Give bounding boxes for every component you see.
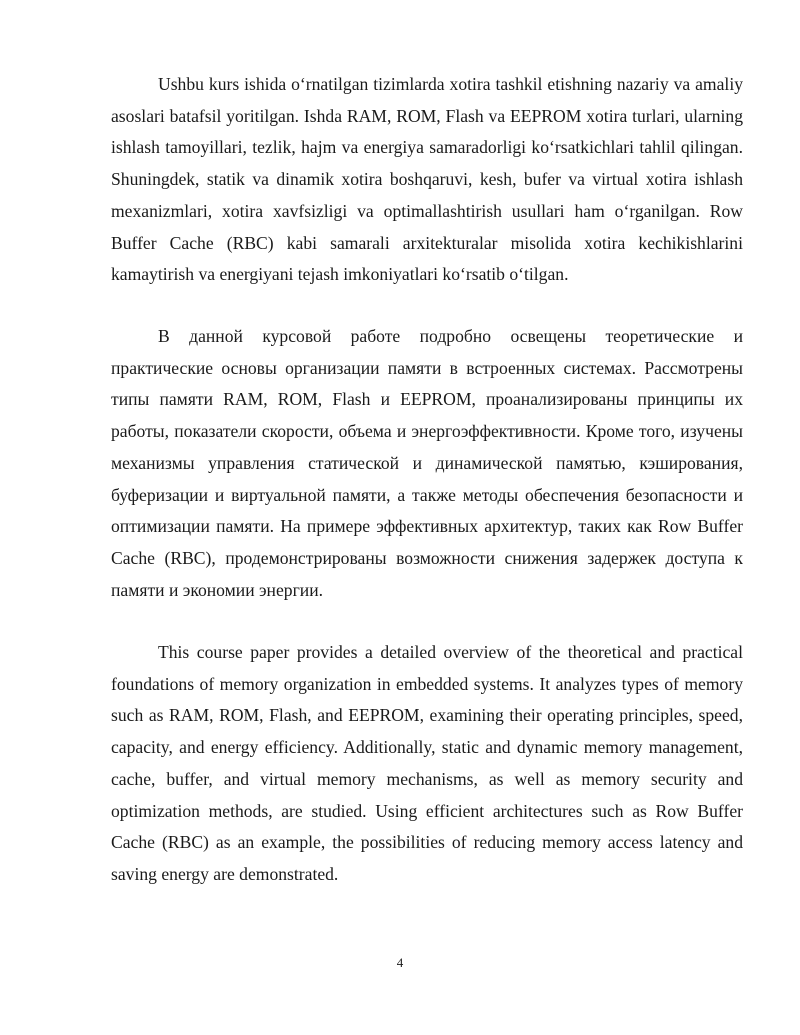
page-number: 4 bbox=[396, 955, 404, 970]
abstract-paragraph-uzbek: Ushbu kurs ishida o‘rnatilgan tizimlarda xotira tashkil etishning nazariy va amaliy asoslari batafsil yoritilgan. Ishda RAM, ROM, Flash va EEPROM xotira turlari, ularning ishlash tamoyillari, tezlik, hajm va energiya samaradorligi ko‘rsatkichlari tahlil qilingan. Shuningdek, statik va dinamik xotira boshqaruvi, kesh, bufer va virtual xotira ishlash mexanizmlari, xotira xavfsizligi va optimallashtirish usullari ham o‘rganilgan. Row Buffer Cache (RBC) kabi samarali arxitekturalar misolida xotira kechikishlarini kamaytirish va energiyani tejash imkoniyatlari ko‘rsatib o‘tilgan. bbox=[111, 74, 743, 285]
abstract-paragraph-english: This course paper provides a detailed overview of the theoretical and practical foundations of memory organization in embedded systems. It analyzes types of memory such as RAM, ROM, Flash, and EEPROM, examining their operating principles, speed, capacity, and energy efficiency. Additionally, static and dynamic memory management, cache, buffer, and virtual memory mechanisms, as well as memory security and optimization methods, are studied. Using efficient architectures such as Row Buffer Cache (RBC) as an example, the possibilities of reducing memory access latency and saving energy are demonstrated. bbox=[111, 642, 743, 884]
abstract-paragraph-russian: В данной курсовой работе подробно освещены теоретические и практические основы организации памяти в встроенных системах. Рассмотрены типы памяти RAM, ROM, Flash и EEPROM, проанализированы принципы их работы, показатели скорости, объема и энергоэффективности. Кроме того, изучены механизмы управления статической и динамической памятью, кэширования, буферизации и виртуальной памяти, а также методы обеспечения безопасности и оптимизации памяти. На примере эффективных архитектур, таких как Row Buffer Cache (RBC), продемонстрированы возможности снижения задержек доступа к памяти и экономии энергии. bbox=[111, 326, 743, 600]
